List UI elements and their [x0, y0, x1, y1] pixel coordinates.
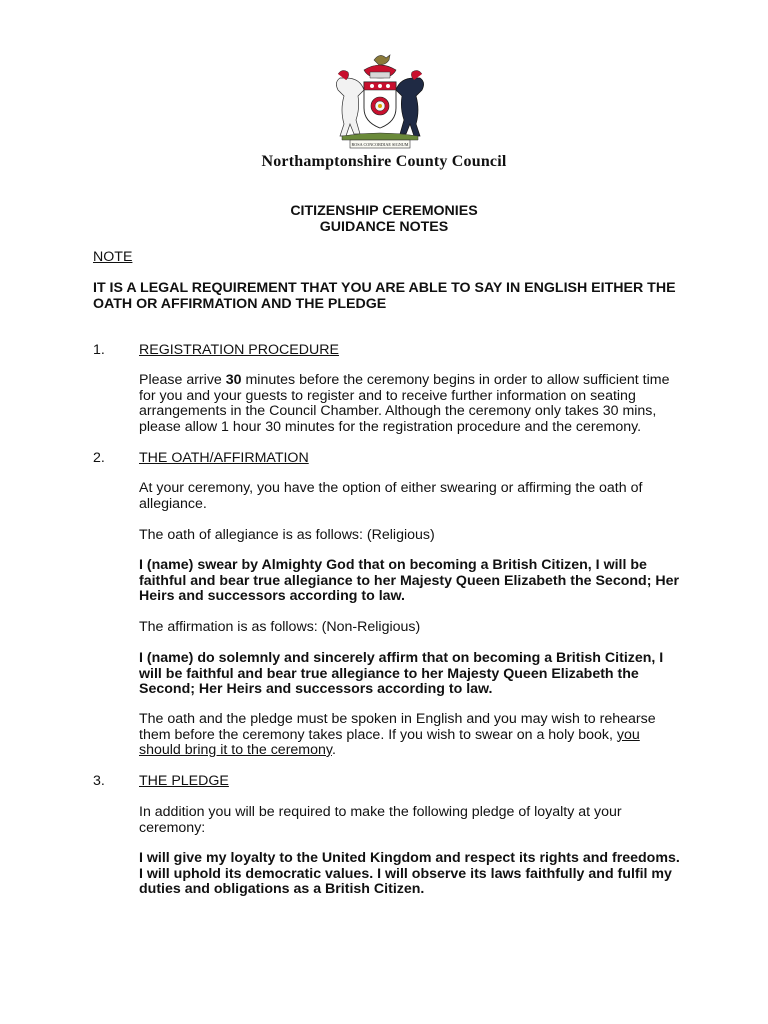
- oath-intro: At your ceremony, you have the option of either swearing or affirming the oath of allegiance.: [139, 480, 643, 512]
- note-label: NOTE: [93, 249, 133, 265]
- registration-text-prefix: Please arrive: [139, 372, 226, 388]
- affirmation-label: The affirmation is as follows: (Non-Religious): [139, 619, 421, 635]
- pledge-intro: In addition you will be required to make the following pledge of loyalty at your ceremony:: [139, 804, 622, 836]
- oath-label: The oath of allegiance is as follows: (Religious): [139, 527, 435, 543]
- oath-text: I (name) swear by Almighty God that on becoming a British Citizen, I will be faithful and bear true allegiance to her Majesty Queen Elizabeth the Second; Her Heirs and successors according to law.: [139, 557, 680, 604]
- legal-warning: IT IS A LEGAL REQUIREMENT THAT YOU ARE ABLE TO SAY IN ENGLISH EITHER THE OATH OR AFFIRMATION AND THE PLEDGE: [93, 280, 676, 312]
- oath-closing-text: The oath and the pledge must be spoken in English and you may wish to rehearse them before the ceremony takes place. If you wish to swear on a holy book,: [139, 711, 656, 743]
- title-line-1: CITIZENSHIP CEREMONIES: [290, 203, 478, 219]
- registration-paragraph: [139, 373, 684, 435]
- coat-of-arms-crest: [330, 48, 430, 154]
- section-number: 3.: [93, 773, 105, 789]
- section-heading: THE PLEDGE: [139, 773, 229, 789]
- section-heading: THE OATH/AFFIRMATION: [139, 450, 309, 466]
- section-number: 1.: [93, 342, 105, 358]
- motto-text: ROSA CONCORDIAE SIGNUM: [351, 142, 409, 148]
- registration-text-suffix: minutes before the ceremony begins in order to allow sufficient time for you and your guests to register and to receive further information on seating arrangements in the Council Chamber. Although the ceremony only takes 30 mins, please allow 1 hour 30 minutes for the registration procedure and the ceremony.: [139, 372, 670, 435]
- section-heading: REGISTRATION PROCEDURE: [139, 342, 339, 358]
- council-name: Northamptonshire County Council: [261, 153, 507, 170]
- oath-closing-paragraph: [139, 712, 684, 759]
- oath-closing-end: .: [331, 742, 336, 758]
- arrival-minutes: 30: [225, 372, 242, 388]
- pledge-text: I will give my loyalty to the United Kingdom and respect its rights and freedoms. I will uphold its democratic values. I will observe its laws faithfully and fulfil my duties and obligations as a British Citizen.: [139, 850, 680, 897]
- section-number: 2.: [93, 450, 105, 466]
- holy-book-instruction: you should bring it to the ceremony: [139, 726, 640, 758]
- document-title: [0, 204, 768, 235]
- title-line-2: GUIDANCE NOTES: [319, 218, 449, 235]
- affirmation-text: I (name) do solemnly and sincerely affirm that on becoming a British Citizen, I will be faithful and bear true allegiance to her Majesty Queen Elizabeth the Second; Her Heirs and successors according to law.: [139, 650, 664, 697]
